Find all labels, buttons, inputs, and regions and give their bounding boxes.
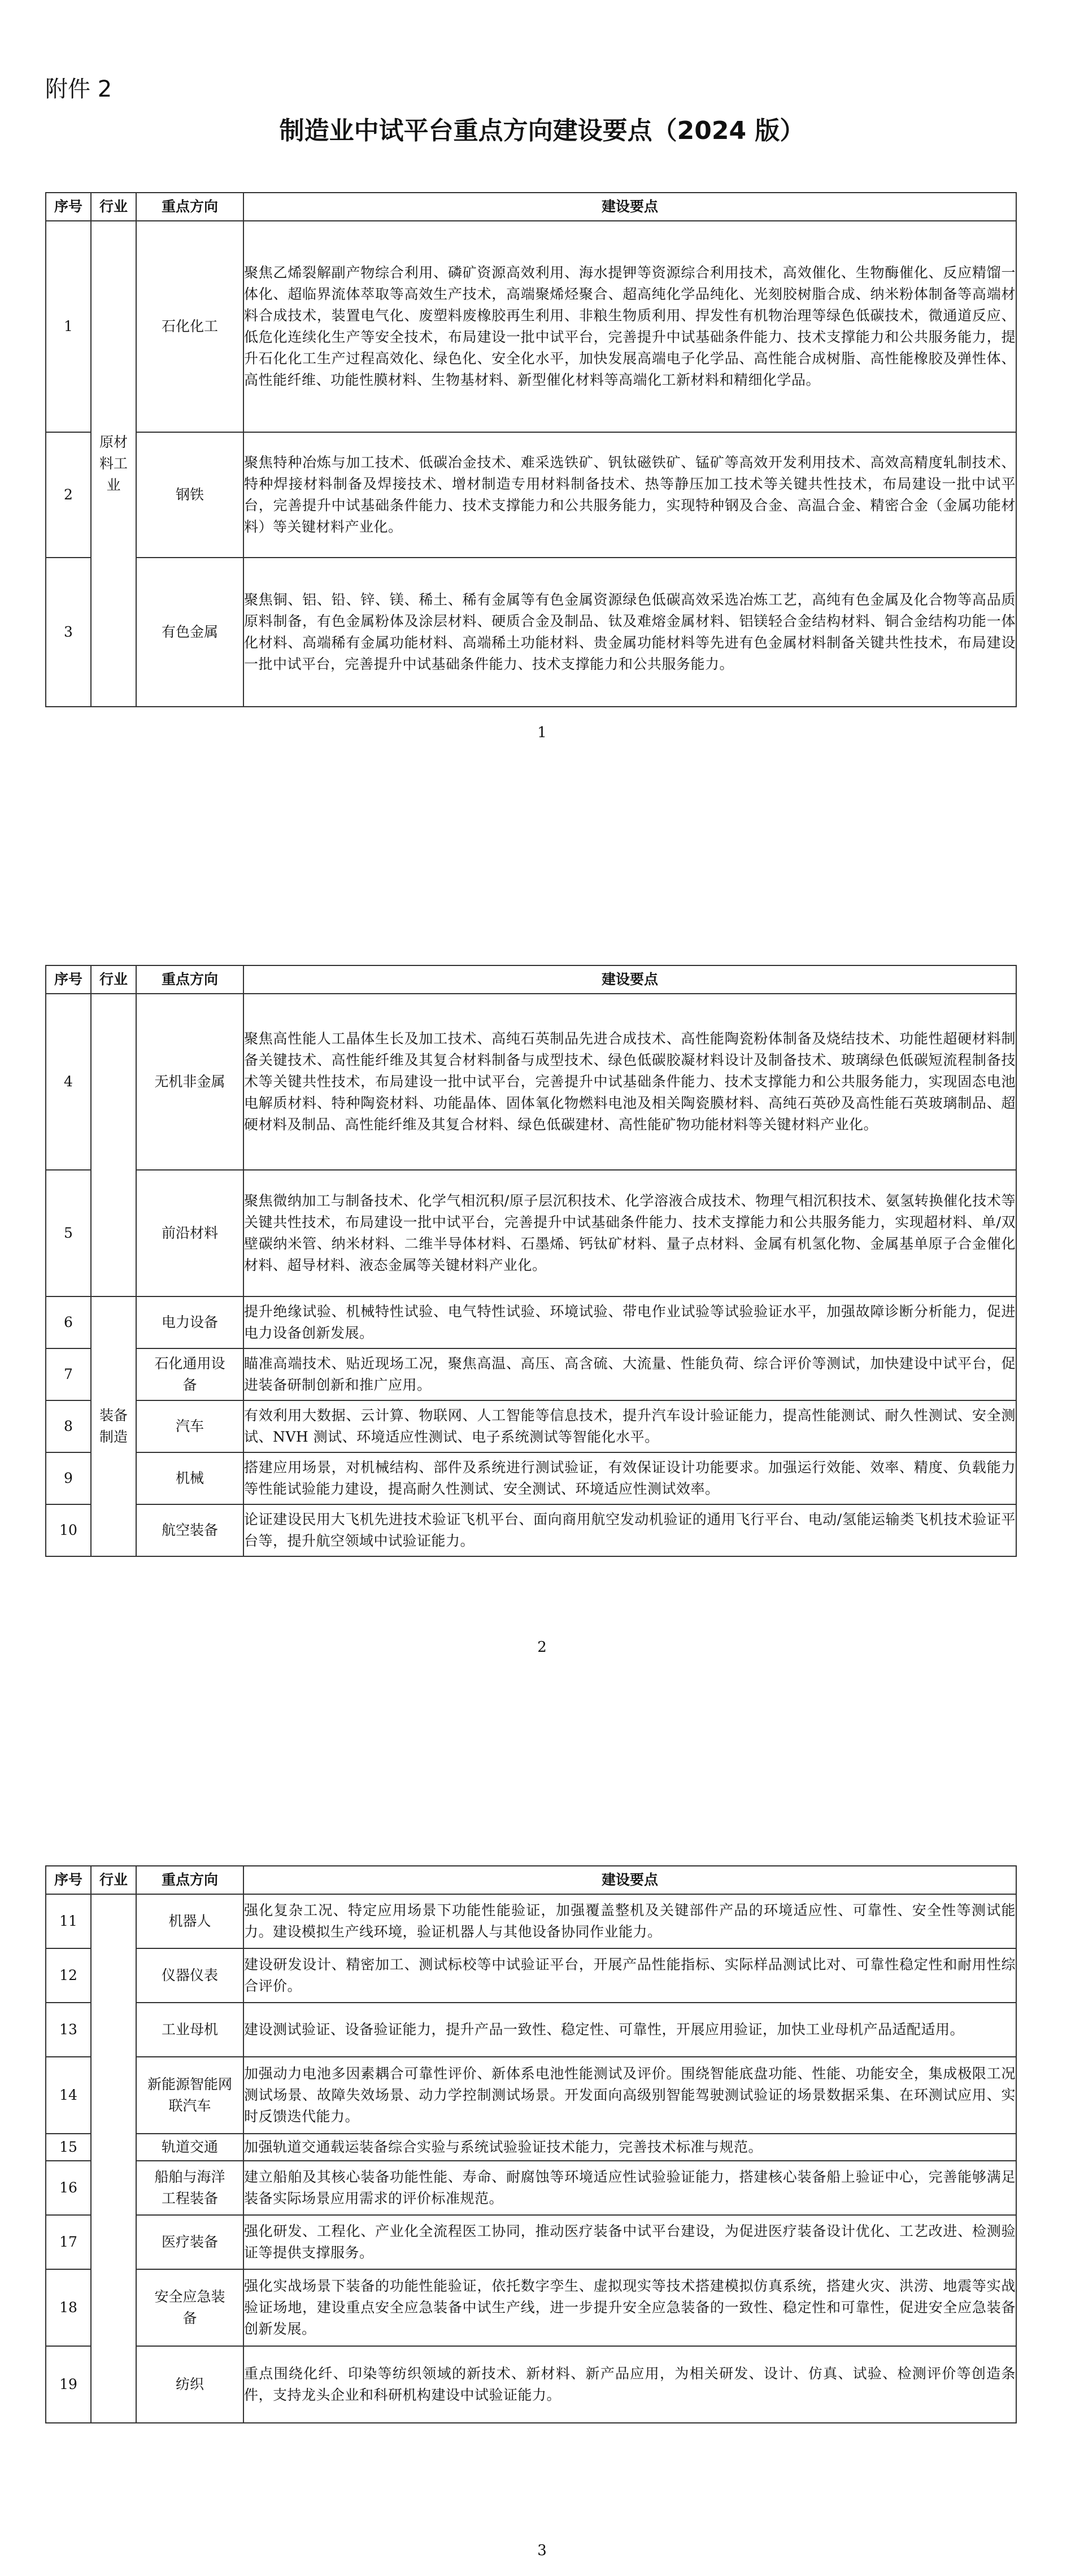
row-direction: 新能源智能网联汽车: [136, 2057, 243, 2134]
row-text: 聚焦微纳加工与制备技术、化学气相沉积/原子层沉积技术、化学溶液合成技术、物理气相沉积技术、氨氢转换催化技术等关键共性技术，布局建设一批中试平台，完善提升中试基础条件能力、技术支撑能力和公共服务能力，实现超材料、单/双壁碳纳米管、纳米材料、二维半导体材料、石墨烯、钙钛矿材料、量子点材料、金属有机氢化物、金属基单原子合金催化材料、超导材料、液态金属等关键材料产业化。: [243, 1170, 1016, 1296]
header-direction: 重点方向: [136, 193, 243, 221]
row-direction: 安全应急装备: [136, 2269, 243, 2346]
header-industry: 行业: [91, 1866, 136, 1894]
table-row: [46, 1400, 1016, 1452]
row-text: 提升绝缘试验、机械特性试验、电气特性试验、环境试验、带电作业试验等试验验证水平，加强故障诊断分析能力，促进电力设备创新发展。: [243, 1296, 1016, 1348]
table-header-row: [46, 193, 1016, 221]
table-row: [46, 2057, 1016, 2134]
row-num: 14: [46, 2057, 91, 2134]
row-num: 18: [46, 2269, 91, 2346]
industry-equipment-continued: [91, 1894, 136, 2423]
table-row: [46, 2134, 1016, 2161]
key-points-table-part-3: [45, 1865, 1017, 2423]
table-row: [46, 1170, 1016, 1296]
row-num: 1: [46, 221, 91, 432]
page-number: 1: [537, 724, 547, 741]
table-row: [46, 1504, 1016, 1556]
row-direction: 仪器仪表: [136, 1948, 243, 2003]
document-title: 制造业中试平台重点方向建设要点（2024 版）: [279, 116, 805, 145]
row-text: 加强轨道交通载运装备综合实验与系统试验验证技术能力，完善技术标准与规范。: [243, 2134, 1016, 2161]
table-row: [46, 2161, 1016, 2215]
row-num: 5: [46, 1170, 91, 1296]
row-text: 强化复杂工况、特定应用场景下功能性能验证，加强覆盖整机及关键部件产品的环境适应性、可靠性、安全性等测试能力。建设模拟生产线环境，验证机器人与其他设备协同作业能力。: [243, 1894, 1016, 1948]
row-direction: 船舶与海洋工程装备: [136, 2161, 243, 2215]
table-row: [46, 1894, 1016, 1948]
table-row: [46, 2269, 1016, 2346]
header-direction: 重点方向: [136, 965, 243, 994]
row-text: 搭建应用场景，对机械结构、部件及系统进行测试验证，有效保证设计功能要求。加强运行效能、效率、精度、负载能力等性能试验能力建设，提高耐久性测试、安全测试、环境适应性测试效率。: [243, 1452, 1016, 1504]
table-row: [46, 2346, 1016, 2423]
header-points: 建设要点: [243, 965, 1016, 994]
row-num: 8: [46, 1400, 91, 1452]
document-page-2: [0, 938, 1084, 1689]
header-industry: 行业: [91, 965, 136, 994]
row-direction: 医疗装备: [136, 2215, 243, 2269]
row-num: 4: [46, 994, 91, 1170]
header-direction: 重点方向: [136, 1866, 243, 1894]
key-points-table-part-2: [45, 965, 1017, 1557]
table-row: [46, 1948, 1016, 2003]
row-direction: 机械: [136, 1452, 243, 1504]
table-row: [46, 2003, 1016, 2057]
header-num: 序号: [46, 965, 91, 994]
table-row: [46, 1348, 1016, 1400]
row-direction: 工业母机: [136, 2003, 243, 2057]
row-text: 瞄准高端技术、贴近现场工况，聚焦高温、高压、高含硫、大流量、性能负荷、综合评价等测试，加快建设中试平台，促进装备研制创新和推广应用。: [243, 1348, 1016, 1400]
row-num: 7: [46, 1348, 91, 1400]
row-num: 19: [46, 2346, 91, 2423]
row-direction: 纺织: [136, 2346, 243, 2423]
page-number: 2: [537, 1639, 547, 1656]
row-direction: 有色金属: [136, 558, 243, 707]
row-num: 12: [46, 1948, 91, 2003]
row-text: 聚焦高性能人工晶体生长及加工技术、高纯石英制品先进合成技术、高性能陶瓷粉体制备及烧结技术、功能性超硬材料制备关键技术、高性能纤维及其复合材料制备与成型技术、绿色低碳胶凝材料设计及制备技术、玻璃绿色低碳短流程制备技术等关键共性技术，布局建设一批中试平台，完善提升中试基础条件能力、技术支撑能力和公共服务能力，实现固态电池电解质材料、特种陶瓷材料、功能晶体、固体氧化物燃料电池及相关陶瓷膜材料、高纯石英砂及高性能石英玻璃制品、超硬材料及制品、高性能纤维及其复合材料、绿色低碳建材、高性能矿物功能材料等关键材料产业化。: [243, 994, 1016, 1170]
row-direction: 前沿材料: [136, 1170, 243, 1296]
table-header-row: [46, 965, 1016, 994]
header-points: 建设要点: [243, 193, 1016, 221]
row-text: 强化实战场景下装备的功能性能验证，依托数字孪生、虚拟现实等技术搭建模拟仿真系统，搭建火灾、洪涝、地震等实战验证场地，建设重点安全应急装备中试生产线，进一步提升安全应急装备的一致性、稳定性和可靠性，促进安全应急装备创新发展。: [243, 2269, 1016, 2346]
industry-raw-materials-continued: [91, 994, 136, 1296]
header-industry: 行业: [91, 193, 136, 221]
row-text: 聚焦乙烯裂解副产物综合利用、磷矿资源高效利用、海水提钾等资源综合利用技术，高效催化、生物酶催化、反应精馏一体化、超临界流体萃取等高效生产技术，高端聚烯烃聚合、超高纯化学品纯化、光刻胶树脂合成、纳米粉体制备等高端材料合成技术，装置电气化、废塑料废橡胶再生利用、非粮生物质利用、捍发性有机物治理等绿色低碳技术，微通道反应、低危化连续化生产等安全技术，布局建设一批中试平台，完善提升中试基础条件能力、技术支撑能力和公共服务能力，提升石化化工生产过程高效化、绿色化、安全化水平，加快发展高端电子化学品、高性能合成树脂、高性能橡胶及弹性体、高性能纤维、功能性膜材料、生物基材料、新型催化材料等高端化工新材料和精细化学品。: [243, 221, 1016, 432]
row-text: 聚焦特种冶炼与加工技术、低碳冶金技术、难采选铁矿、钒钛磁铁矿、锰矿等高效开发利用技术、高效高精度轧制技术、特种焊接材料制备及焊接技术、增材制造专用材料制备技术、热等静压加工技术等关键共性技术，布局建设一批中试平台，完善提升中试基础条件能力、技术支撑能力和公共服务能力，实现特种钢及合金、高温合金、精密合金（金属功能材料）等关键材料产业化。: [243, 432, 1016, 558]
table-row: [46, 1296, 1016, 1348]
table-header-row: [46, 1866, 1016, 1894]
row-direction: 机器人: [136, 1894, 243, 1948]
row-num: 9: [46, 1452, 91, 1504]
row-num: 2: [46, 432, 91, 558]
row-text: 聚焦铜、铝、铅、锌、镁、稀土、稀有金属等有色金属资源绿色低碳高效采选冶炼工艺，高纯有色金属及化合物等高品质原料制备，有色金属粉体及涂层材料、硬质合金及制品、钛及难熔金属材料、铝镁轻合金结构材料、铜合金结构功能一体化材料、高端稀有金属功能材料、高端稀土功能材料、贵金属功能材料等先进有色金属材料制备关键共性技术，布局建设一批中试平台，完善提升中试基础条件能力、技术支撑能力和公共服务能力。: [243, 558, 1016, 707]
row-num: 10: [46, 1504, 91, 1556]
page-number: 3: [537, 2542, 547, 2559]
row-text: 有效利用大数据、云计算、物联网、人工智能等信息技术，提升汽车设计验证能力，提高性能测试、耐久性测试、安全测试、NVH 测试、环境适应性测试、电子系统测试等智能化水平。: [243, 1400, 1016, 1452]
row-text: 建设研发设计、精密加工、测试标校等中试验证平台，开展产品性能指标、实际样品测试比对、可靠性稳定性和耐用性综合评价。: [243, 1948, 1016, 2003]
table-row: [46, 2215, 1016, 2269]
row-num: 6: [46, 1296, 91, 1348]
row-text: 重点围绕化纤、印染等纺织领域的新技术、新材料、新产品应用，为相关研发、设计、仿真、试验、检测评价等创造条件，支持龙头企业和科研机构建设中试验证能力。: [243, 2346, 1016, 2423]
row-num: 13: [46, 2003, 91, 2057]
row-num: 17: [46, 2215, 91, 2269]
document-page-3: [0, 1842, 1084, 2576]
table-row: [46, 432, 1016, 558]
row-num: 16: [46, 2161, 91, 2215]
document-page-1: [0, 0, 1084, 751]
row-text: 加强动力电池多因素耦合可靠性评价、新体系电池性能测试及评价。围绕智能底盘功能、性能、功能安全，集成极限工况测试场景、故障失效场景、动力学控制测试场景。开发面向高级别智能驾驶测试验证的场景数据采集、在环测试应用、实时反馈迭代能力。: [243, 2057, 1016, 2134]
row-direction: 轨道交通: [136, 2134, 243, 2161]
table-row: [46, 1452, 1016, 1504]
table-row: [46, 221, 1016, 432]
header-points: 建设要点: [243, 1866, 1016, 1894]
row-text: 强化研发、工程化、产业化全流程医工协同，推动医疗装备中试平台建设，为促进医疗装备设计优化、工艺改进、检测验证等提供支撑服务。: [243, 2215, 1016, 2269]
row-direction: 石化通用设备: [136, 1348, 243, 1400]
row-direction: 航空装备: [136, 1504, 243, 1556]
table-row: [46, 558, 1016, 707]
row-direction: 电力设备: [136, 1296, 243, 1348]
header-num: 序号: [46, 193, 91, 221]
row-direction: 汽车: [136, 1400, 243, 1452]
row-direction: 无机非金属: [136, 994, 243, 1170]
table-row: [46, 994, 1016, 1170]
header-num: 序号: [46, 1866, 91, 1894]
industry-equipment: 装备制造: [91, 1296, 136, 1556]
row-text: 建设测试验证、设备验证能力，提升产品一致性、稳定性、可靠性，开展应用验证，加快工业母机产品适配适用。: [243, 2003, 1016, 2057]
row-direction: 钢铁: [136, 432, 243, 558]
key-points-table-part-1: [45, 192, 1017, 707]
row-text: 论证建设民用大飞机先进技术验证飞机平台、面向商用航空发动机验证的通用飞行平台、电动/氢能运输类飞机技术验证平台等，提升航空领域中试验证能力。: [243, 1504, 1016, 1556]
row-text: 建立船舶及其核心装备功能性能、寿命、耐腐蚀等环境适应性试验验证能力，搭建核心装备船上验证中心，完善能够满足装备实际场景应用需求的评价标准规范。: [243, 2161, 1016, 2215]
industry-raw-materials: 原材料工业: [91, 221, 136, 707]
row-num: 15: [46, 2134, 91, 2161]
row-num: 3: [46, 558, 91, 707]
attachment-label: 附件 2: [45, 76, 112, 102]
row-direction: 石化化工: [136, 221, 243, 432]
row-num: 11: [46, 1894, 91, 1948]
